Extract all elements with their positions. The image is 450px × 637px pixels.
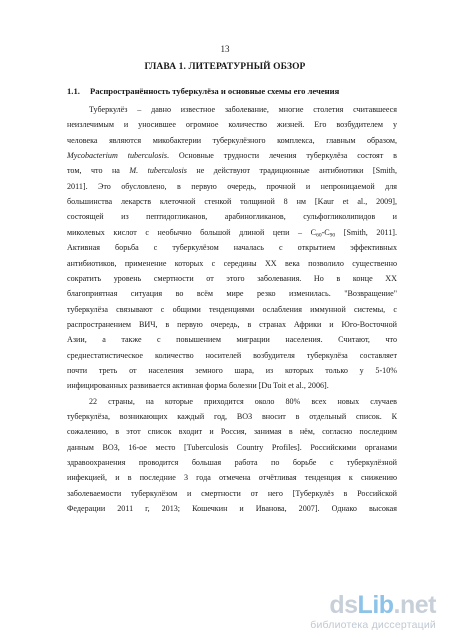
dslib-logo[interactable]: dsLib.net xyxy=(329,591,436,619)
text-line: Туберкулёз – давно известное заболевание, многие столетия считавшееся xyxy=(89,105,397,114)
text-line: туберкулёза связывают с общими тенденциями ослабления иммунной системы, с xyxy=(67,304,397,314)
text-line: сократить уровень смертности от этого заболевания. Но в конце XX xyxy=(67,273,397,283)
text-line: здравоохранения проводится большая работа по борьбе с туберкулёзной xyxy=(67,458,397,468)
text-line: 22 страны, на которые приходится около 80% всех новых случаев xyxy=(89,396,397,406)
text-line: антибиотиков, применение которых с середины XX века позволило существенно xyxy=(67,258,397,268)
watermark xyxy=(274,591,444,635)
dslib-subtitle: библиотека диссертаций xyxy=(310,619,436,631)
text-line: большинства лекарств клеточной стенкой толщиной 8 нм [Kaur et al., 2009], xyxy=(67,197,397,207)
text-line: неизлечимым и уносившее огромное количество жизней. Его возбудителем у xyxy=(67,120,397,130)
text-line: благоприятная ситуация во всём мире резко изменилась. "Возвращение" xyxy=(67,289,397,299)
text-line: сожалению, в этот список входит и Россия, занимая в нём, согласно последним xyxy=(67,427,397,437)
text-line: заболеваемости туберкулёзом и смертности от него [Туберкулёз в Российской xyxy=(67,488,397,498)
text-line: распространением ВИЧ, в первую очередь, в странах Африки и Юго-Восточной xyxy=(67,319,397,329)
text-line: инфекцией, и в последние 3 года отмечена отчётливая тенденция к снижению xyxy=(67,473,397,483)
text-line: Активная борьба с туберкулёзом началась с открытием эффективных xyxy=(67,243,397,253)
text-line: среднестатистическое количество носителей возбудителя туберкулёза составляет xyxy=(67,350,397,360)
text-line: состоящей из пептидогликанов, арабиногликанов, сульфогликолипидов и xyxy=(67,212,397,222)
text-line: Федерации 2011 г, 2013; Кошечкин и Иванова, 2007]. Однако высокая xyxy=(67,504,397,514)
text-line: миколевых кислот с необычно большой длиной цепи – $C_{60}-C_{90}$ [Smith, 2011]. xyxy=(67,227,398,239)
chapter-title: ГЛАВА 1. ЛИТЕРАТУРНЫЙ ОБЗОР xyxy=(144,62,306,72)
text-line: данным ВОЗ, 16-ое место [Tuberculosis Country Profiles]. Российскими органами xyxy=(67,442,397,452)
text-line: Азии, а также с повышением миграции населения. Считают, что xyxy=(67,335,397,345)
text-line: том, что на M. tuberculosis не действуют традиционные антибиотики [Smith, xyxy=(67,166,397,176)
text-line: Mycobacterium tuberculosis. Основные трудности лечения туберкулёза состоят в xyxy=(67,151,397,161)
section-number: 1.1. xyxy=(67,86,80,96)
text-line: туберкулёза, возникающих каждый год, ВОЗ вносит в отдельный список. К xyxy=(67,412,397,421)
text-line: человека являются микобактерии туберкулёзного комплекса, главным образом, xyxy=(67,135,397,145)
text-line: 2011]. Это обусловлено, в первую очередь, прочной и непроницаемой для xyxy=(67,181,397,191)
section-heading xyxy=(67,86,397,96)
page-number: 13 xyxy=(220,44,230,54)
text-line: почти треть от населения земного шара, из которых только у 5-10% xyxy=(67,365,397,375)
section-title: Распространённость туберкулёза и основные схемы его лечения xyxy=(90,86,340,96)
text-line: инфицированных развивается активная форма болезни [Du Toit et al., 2006]. xyxy=(67,381,329,391)
